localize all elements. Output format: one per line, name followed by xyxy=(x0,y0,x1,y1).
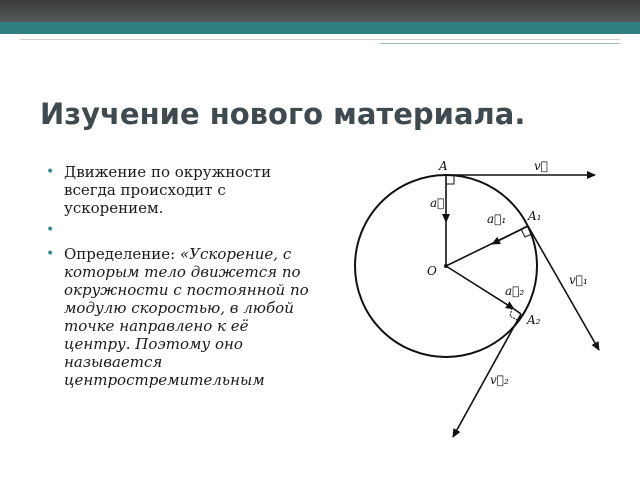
label-v1: v⃗₁ xyxy=(569,273,588,287)
slide-title: Изучение нового материала. xyxy=(40,97,526,131)
label-A2: A₂ xyxy=(527,313,541,327)
velocity-vector-v2 xyxy=(453,314,521,437)
bullet-icon: • xyxy=(46,164,55,180)
decorative-line-accent xyxy=(380,43,620,44)
definition-lead: Определение: xyxy=(64,245,180,263)
center-point xyxy=(444,264,448,268)
radius-line-A2 xyxy=(514,309,521,314)
right-angle-mark-A xyxy=(446,175,454,184)
label-a2: a⃗₂ xyxy=(505,284,525,298)
label-A1: A₁ xyxy=(528,209,542,223)
label-a1: a⃗₁ xyxy=(487,212,507,226)
bullet-text: Движение по окружности всегда происходит с ускорением. xyxy=(64,163,272,217)
label-A: A xyxy=(439,159,448,173)
bullet-icon: • xyxy=(46,246,55,262)
bullet-item xyxy=(46,163,316,217)
label-v2: v⃗₂ xyxy=(490,373,509,387)
bullet-item-empty xyxy=(46,221,316,239)
acceleration-vector-a2 xyxy=(446,266,514,309)
header-dark-band xyxy=(0,0,640,22)
label-a: a⃗ xyxy=(430,196,445,210)
label-v: v⃗ xyxy=(534,159,548,173)
bullet-icon: • xyxy=(46,222,55,238)
bullet-list xyxy=(46,163,316,389)
header-teal-band xyxy=(0,22,640,34)
diagram-svg xyxy=(320,150,640,480)
decorative-line xyxy=(20,39,620,40)
centripetal-acceleration-diagram xyxy=(320,150,640,480)
acceleration-vector-a1 xyxy=(492,226,528,244)
label-O: O xyxy=(427,264,437,278)
bullet-item-definition xyxy=(46,245,316,389)
velocity-vector-v1 xyxy=(528,226,599,350)
definition-text: «Ускорение, с которым тело движется по окружности с постоянной по модулю скоростью, в любой точке направлено к её центру. Поэтому оно называется центростремительным xyxy=(64,245,309,389)
